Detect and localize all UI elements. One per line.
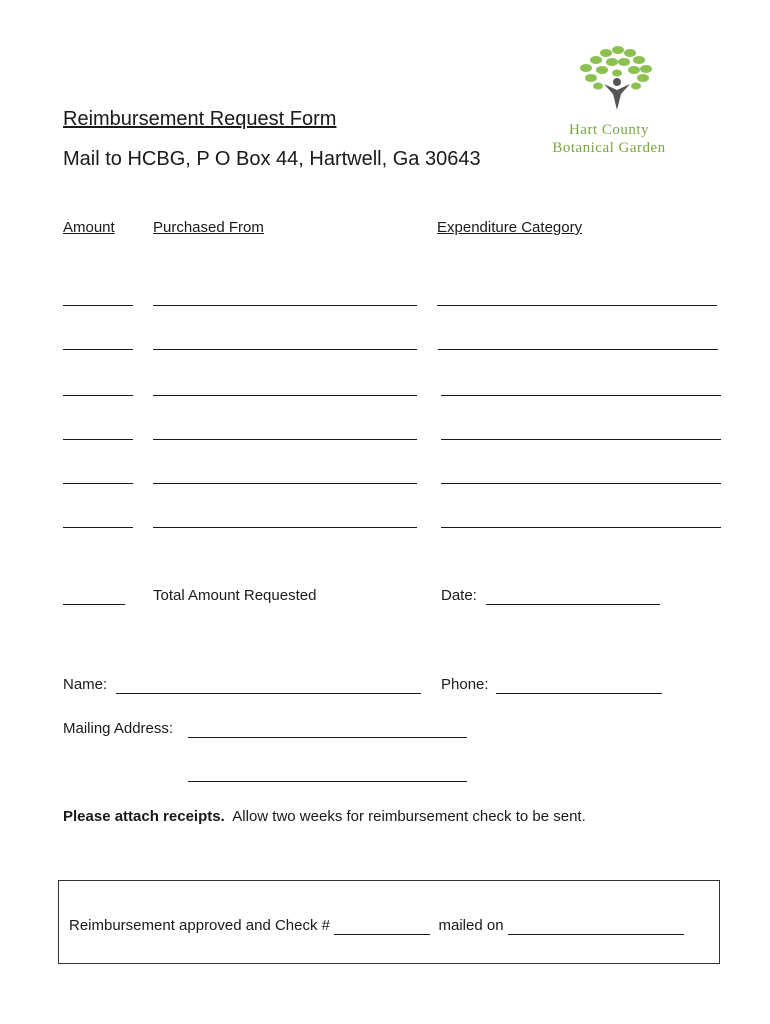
expenditure-category-field[interactable] [437,305,717,306]
receipts-notice-text: Allow two weeks for reimbursement check to be sent. [232,808,586,825]
hcbg-logo [526,40,692,160]
tree-person-icon [526,40,692,120]
logo-text-line2: Botanical Garden [552,140,666,156]
purchased-from-field[interactable] [153,439,417,440]
total-amount-field[interactable] [63,604,125,605]
mailed-on-field[interactable] [508,917,684,935]
form-title: Reimbursement Request Form [63,108,337,130]
mailing-instruction: Mail to HCBG, P O Box 44, Hartwell, Ga 30643 [63,148,481,170]
expenditure-category-field[interactable] [441,439,721,440]
receipts-notice [63,808,586,825]
expenditure-category-field[interactable] [441,395,721,396]
name-field[interactable] [116,693,421,694]
expenditure-category-field[interactable] [438,349,718,350]
check-number-field[interactable] [334,917,430,935]
phone-field[interactable] [496,693,662,694]
amount-field[interactable] [63,483,133,484]
approval-line [69,917,684,935]
name-label: Name: [63,676,108,693]
approval-check-label: Reimbursement approved and Check # [69,917,330,934]
amount-field[interactable] [63,349,133,350]
date-field[interactable] [486,604,660,605]
header-purchased-from: Purchased From [153,219,264,236]
logo-text-line1: Hart County [568,122,650,138]
header-expenditure-category: Expenditure Category [437,219,583,236]
phone-label: Phone: [441,676,489,693]
purchased-from-field[interactable] [153,305,417,306]
amount-field[interactable] [63,305,133,306]
amount-field[interactable] [63,395,133,396]
amount-field[interactable] [63,439,133,440]
mailing-address-label: Mailing Address: [63,720,174,737]
total-amount-label: Total Amount Requested [153,587,317,604]
purchased-from-field[interactable] [153,483,417,484]
purchased-from-field[interactable] [153,527,417,528]
approval-box [58,880,720,964]
expenditure-category-field[interactable] [441,527,721,528]
purchased-from-field[interactable] [153,395,417,396]
amount-field[interactable] [63,527,133,528]
date-label: Date: [441,587,477,604]
receipts-notice-bold: Please attach receipts. [63,808,225,825]
header-amount: Amount [63,219,115,236]
purchased-from-field[interactable] [153,349,417,350]
mailing-address-field-line1[interactable] [188,737,467,738]
mailing-address-field-line2[interactable] [188,781,467,782]
expenditure-category-field[interactable] [441,483,721,484]
approval-mailed-label: mailed on [438,917,504,934]
